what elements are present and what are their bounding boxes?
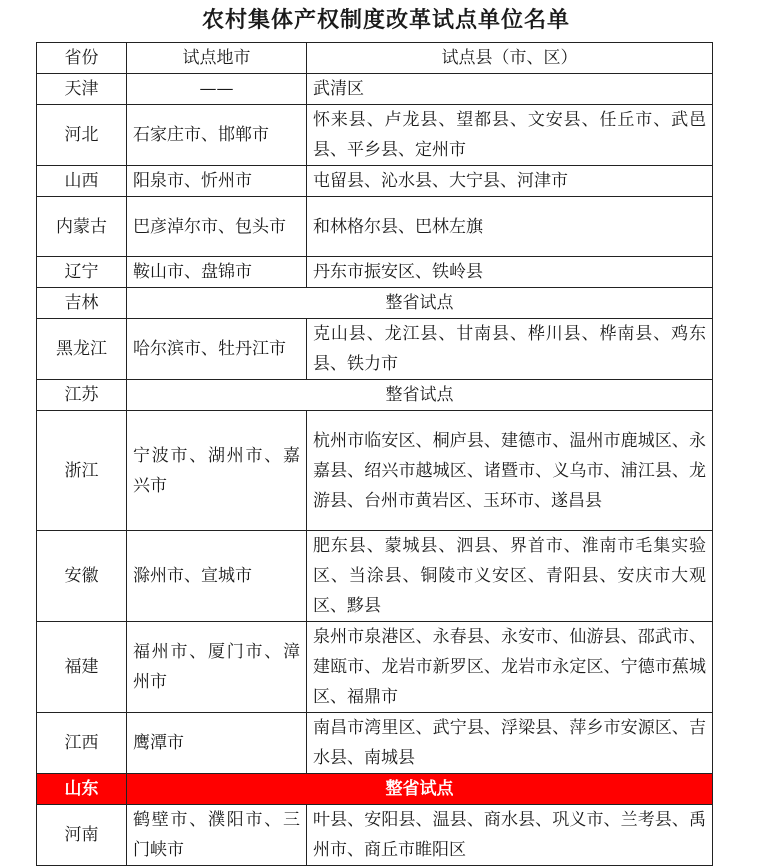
city-cell: 鹰潭市 xyxy=(127,713,307,774)
table-row-highlighted xyxy=(37,774,713,805)
city-cell: 宁波市、湖州市、嘉兴市 xyxy=(127,411,307,531)
table-row xyxy=(37,197,713,257)
county-cell: 叶县、安阳县、温县、商水县、巩义市、兰考县、禹州市、商丘市睢阳区 xyxy=(307,805,713,866)
province-cell: 天津 xyxy=(37,74,127,105)
county-cell: 克山县、龙江县、甘南县、桦川县、桦南县、鸡东县、铁力市 xyxy=(307,319,713,380)
province-cell: 浙江 xyxy=(37,411,127,531)
table-row xyxy=(37,257,713,288)
whole-province-cell: 整省试点 xyxy=(127,774,713,805)
county-cell: 怀来县、卢龙县、望都县、文安县、任丘市、武邑县、平乡县、定州市 xyxy=(307,105,713,166)
table-row xyxy=(37,74,713,105)
city-cell: 巴彦淖尔市、包头市 xyxy=(127,197,307,257)
table-row xyxy=(37,622,713,713)
province-cell: 内蒙古 xyxy=(37,197,127,257)
county-cell: 和林格尔县、巴林左旗 xyxy=(307,197,713,257)
province-cell: 安徽 xyxy=(37,531,127,622)
province-cell: 江西 xyxy=(37,713,127,774)
province-cell: 辽宁 xyxy=(37,257,127,288)
pilot-units-table xyxy=(36,42,713,866)
table-row xyxy=(37,713,713,774)
county-cell: 杭州市临安区、桐庐县、建德市、温州市鹿城区、永嘉县、绍兴市越城区、诸暨市、义乌市、浦江县、龙游县、台州市黄岩区、玉环市、遂昌县 xyxy=(307,411,713,531)
province-cell: 山东 xyxy=(37,774,127,805)
city-cell: 石家庄市、邯郸市 xyxy=(127,105,307,166)
table-row xyxy=(37,319,713,380)
city-cell: 鞍山市、盘锦市 xyxy=(127,257,307,288)
city-cell: 福州市、厦门市、漳州市 xyxy=(127,622,307,713)
county-cell: 丹东市振安区、铁岭县 xyxy=(307,257,713,288)
city-cell: 鹤壁市、濮阳市、三门峡市 xyxy=(127,805,307,866)
province-cell: 河南 xyxy=(37,805,127,866)
header-province: 省份 xyxy=(37,43,127,74)
county-cell: 泉州市泉港区、永春县、永安市、仙游县、邵武市、建瓯市、龙岩市新罗区、龙岩市永定区、宁德市蕉城区、福鼎市 xyxy=(307,622,713,713)
document-title: 农村集体产权制度改革试点单位名单 xyxy=(201,8,570,33)
county-cell: 武清区 xyxy=(307,74,713,105)
table-header-row xyxy=(37,43,713,74)
table-row xyxy=(37,166,713,197)
table-row xyxy=(37,805,713,866)
city-cell: 哈尔滨市、牡丹江市 xyxy=(127,319,307,380)
whole-province-cell: 整省试点 xyxy=(127,380,713,411)
province-cell: 黑龙江 xyxy=(37,319,127,380)
table-row xyxy=(37,411,713,531)
province-cell: 福建 xyxy=(37,622,127,713)
county-cell: 南昌市湾里区、武宁县、浮梁县、萍乡市安源区、吉水县、南城县 xyxy=(307,713,713,774)
county-cell: 屯留县、沁水县、大宁县、河津市 xyxy=(307,166,713,197)
table-row xyxy=(37,288,713,319)
header-county: 试点县（市、区） xyxy=(307,43,713,74)
province-cell: 山西 xyxy=(37,166,127,197)
province-cell: 吉林 xyxy=(37,288,127,319)
whole-province-cell: 整省试点 xyxy=(127,288,713,319)
table-row xyxy=(37,105,713,166)
county-cell: 肥东县、蒙城县、泗县、界首市、淮南市毛集实验区、当涂县、铜陵市义安区、青阳县、安庆市大观区、黟县 xyxy=(307,531,713,622)
city-cell: 阳泉市、忻州市 xyxy=(127,166,307,197)
table-row xyxy=(37,380,713,411)
province-cell: 河北 xyxy=(37,105,127,166)
table-row xyxy=(37,531,713,622)
header-city: 试点地市 xyxy=(127,43,307,74)
city-cell: —— xyxy=(127,74,307,105)
city-cell: 滁州市、宣城市 xyxy=(127,531,307,622)
province-cell: 江苏 xyxy=(37,380,127,411)
